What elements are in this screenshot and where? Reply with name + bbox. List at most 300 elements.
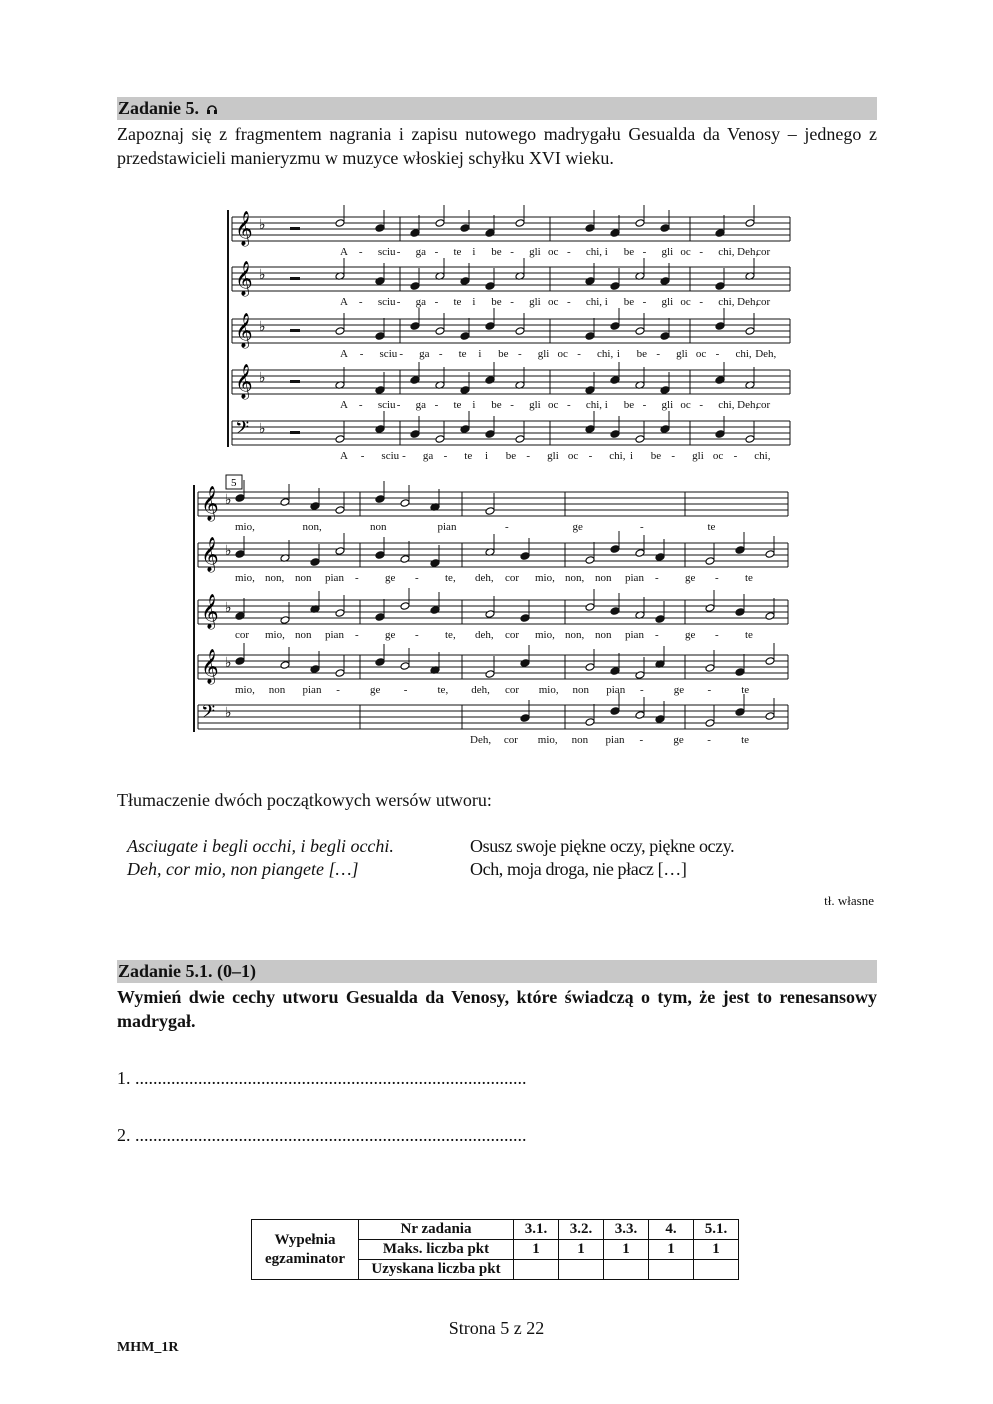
lyric-syllable: non,: [565, 629, 585, 641]
lyric-syllable: -: [438, 348, 443, 360]
lyric-syllable: be: [623, 246, 635, 258]
note-head: [485, 376, 495, 385]
lyric-syllable: oc: [548, 296, 559, 308]
note-head: [375, 658, 385, 667]
lyric-syllable: non: [295, 629, 312, 641]
lyric-syllable: gli: [529, 296, 541, 308]
bass-clef: 𝄢: [235, 418, 250, 443]
note-head: [335, 219, 345, 228]
lyric-syllable: -: [358, 296, 363, 308]
lyric-syllable: gli: [547, 450, 559, 462]
lyric-syllable: i: [472, 399, 476, 411]
note-head: [310, 665, 320, 674]
rest: [290, 329, 300, 332]
lyric-syllable: te: [464, 450, 473, 462]
note-head: [765, 712, 775, 721]
note-head: [715, 322, 725, 331]
note-head: [400, 555, 410, 564]
lyric-syllable: -: [434, 296, 439, 308]
note-head: [280, 661, 290, 670]
lyric-syllable: Deh,: [755, 348, 777, 360]
rest: [290, 227, 300, 230]
lyric-syllable: -: [358, 246, 363, 258]
bass-clef: 𝄢: [201, 702, 216, 727]
treble-clef: 𝄞: [201, 594, 219, 629]
lyric-syllable: be: [498, 348, 509, 360]
note-head: [705, 604, 715, 613]
note-head: [375, 425, 385, 434]
lyric-syllable: ge: [673, 684, 685, 696]
musical-score: [190, 200, 810, 750]
note-head: [635, 219, 645, 228]
lyric-syllable: be: [636, 348, 647, 360]
note-head: [585, 718, 595, 727]
treble-clef: 𝄞: [201, 486, 219, 521]
lyric-syllable: non: [268, 684, 286, 696]
note-head: [765, 612, 775, 621]
note-head: [585, 425, 595, 434]
note-head: [410, 282, 420, 291]
lyric-syllable: i: [604, 246, 608, 258]
lyric-syllable: i: [604, 399, 608, 411]
note-head: [660, 425, 670, 434]
intro-text: Zapoznaj się z fragmentem nagrania i zapisu nutowego madrygału Gesualda da Venosy – jednego z przedstawicieli manieryzmu w muzyce włoskiej schyłku XVI wieku.: [117, 124, 877, 168]
note-head: [280, 616, 290, 625]
lyric-syllable: te: [453, 246, 462, 258]
lyric-syllable: te: [453, 399, 462, 411]
lyric-syllable: non: [370, 521, 387, 533]
lyric-syllable: mio,: [535, 572, 555, 584]
flat-sign: ♭: [259, 370, 266, 386]
note-head: [745, 435, 755, 444]
lyric-syllable: i: [616, 348, 620, 360]
note-head: [735, 708, 745, 717]
lyric-syllable: -: [510, 296, 514, 308]
note-head: [435, 435, 445, 444]
translation-heading: Tłumaczenie dwóch początkowych wersów utworu:: [117, 790, 492, 810]
lyric-syllable: gli: [661, 296, 674, 308]
lyric-syllable: i: [472, 246, 476, 258]
lyric-syllable: sciu: [379, 348, 398, 360]
note-head: [655, 615, 665, 624]
note-head: [335, 547, 345, 556]
measure-number: 5: [231, 477, 237, 489]
headphones-icon: [206, 103, 218, 115]
note-head: [485, 322, 495, 331]
row-label-obtained-points: Uzyskana liczba pkt: [359, 1260, 514, 1280]
note-head: [485, 507, 495, 516]
lyric-syllable: te: [741, 734, 750, 746]
note-head: [585, 224, 595, 233]
lyric-syllable: -: [359, 348, 364, 360]
examiner-label: Wypełnia egzaminator: [252, 1220, 359, 1280]
lyric-syllable: gli: [529, 246, 541, 258]
lyric-syllable: -: [642, 399, 647, 411]
note-head: [375, 386, 385, 395]
note-head: [375, 551, 385, 560]
max-points-cell: 1: [604, 1240, 649, 1260]
note-head: [515, 327, 525, 336]
lyric-syllable: -: [699, 246, 704, 258]
note-head: [280, 498, 290, 507]
note-head: [585, 386, 595, 395]
note-head: [610, 430, 620, 439]
note-head: [335, 327, 345, 336]
lyric-syllable: oc: [567, 450, 579, 462]
treble-clef: 𝄞: [201, 537, 219, 572]
note-head: [335, 435, 345, 444]
lyric-syllable: non,: [302, 521, 322, 533]
lyric-syllable: -: [671, 450, 676, 462]
note-head: [735, 668, 745, 677]
note-head: [400, 662, 410, 671]
lyric-syllable: -: [699, 296, 704, 308]
rest: [290, 277, 300, 280]
lyric-syllable: non,: [265, 572, 285, 584]
lyric-syllable: -: [510, 399, 514, 411]
row-label-max-points: Maks. liczba pkt: [359, 1240, 514, 1260]
lyric-syllable: non: [572, 684, 589, 696]
note-head: [400, 602, 410, 611]
lyric-syllable: te: [458, 348, 467, 360]
max-points-cell: 1: [559, 1240, 604, 1260]
lyric-syllable: -: [396, 296, 401, 308]
note-head: [610, 229, 620, 238]
task-header-label: Zadanie 5.: [118, 98, 200, 118]
lyric-syllable: non,: [565, 572, 585, 584]
note-head: [520, 659, 530, 668]
task-number-cell: 5.1.: [694, 1220, 739, 1240]
lyric-syllable: i: [630, 450, 634, 462]
lyric-syllable: gli: [692, 450, 704, 462]
lyric-syllable: cor: [505, 572, 520, 584]
note-head: [400, 499, 410, 508]
flat-sign: ♭: [259, 217, 266, 233]
lyric-syllable: te: [741, 684, 750, 696]
lyric-syllable: A: [340, 296, 348, 308]
lyric-syllable: -: [434, 399, 439, 411]
lyric-syllable: te: [707, 521, 716, 533]
obtained-points-cell[interactable]: [514, 1260, 559, 1280]
lyric-syllable: mio,: [535, 629, 555, 641]
note-head: [235, 612, 245, 621]
lyric-syllable: non: [571, 734, 589, 746]
row-label-task-number: Nr zadania: [359, 1220, 514, 1240]
lyric-syllable: non: [595, 629, 612, 641]
note-head: [635, 435, 645, 444]
note-head: [335, 669, 345, 678]
subtask-question: Wymień dwie cechy utworu Gesualda da Venosy, które świadczą o tym, że jest to renesansowy madrygał.: [117, 987, 877, 1031]
lyric-syllable: -: [715, 572, 719, 584]
lyric-syllable: -: [639, 734, 644, 746]
note-head: [485, 610, 495, 619]
lyric-syllable: pian: [325, 629, 344, 641]
note-head: [485, 229, 495, 238]
note-head: [635, 327, 645, 336]
note-head: [610, 322, 620, 331]
translation-pl-line1: Osusz swoje piękne oczy, piękne oczy.: [470, 836, 735, 856]
note-head: [460, 277, 470, 286]
lyric-syllable: ga: [415, 296, 427, 308]
flat-sign: ♭: [259, 319, 266, 335]
lyric-syllable: -: [733, 450, 738, 462]
lyric-syllable: te: [745, 629, 753, 641]
lyric-syllable: i: [478, 348, 482, 360]
note-head: [745, 327, 755, 336]
lyric-syllable: chi,: [609, 450, 626, 462]
lyric-syllable: ge: [385, 629, 396, 641]
lyric-syllable: i: [485, 450, 489, 462]
lyric-syllable: -: [415, 572, 419, 584]
note-head: [375, 224, 385, 233]
note-head: [235, 550, 245, 559]
lyric-syllable: ge: [685, 572, 696, 584]
treble-clef: 𝄞: [235, 211, 253, 246]
flat-sign: ♭: [259, 421, 266, 437]
obtained-points-cell[interactable]: [559, 1260, 604, 1280]
task-number-cell: 3.3.: [604, 1220, 649, 1240]
flat-sign: ♭: [225, 655, 232, 671]
page-number: Strona 5 z 22: [448, 1318, 545, 1338]
note-head: [655, 715, 665, 724]
lyric-syllable: cor: [503, 734, 518, 746]
lyric-syllable: deh,: [475, 572, 494, 584]
note-head: [735, 608, 745, 617]
note-head: [485, 670, 495, 679]
lyric-syllable: mio,: [235, 684, 255, 696]
note-head: [410, 376, 420, 385]
lyric-syllable: -: [517, 348, 522, 360]
lyric-syllable: chi,: [585, 296, 603, 308]
lyric-syllable: gli: [676, 348, 688, 360]
lyric-syllable: non: [295, 572, 312, 584]
lyric-syllable: cor: [505, 684, 520, 696]
lyric-syllable: ga: [422, 450, 434, 462]
note-head: [460, 425, 470, 434]
note-head: [515, 219, 525, 228]
note-head: [705, 557, 715, 566]
lyric-syllable: A: [340, 246, 348, 258]
lyric-syllable: pian: [625, 572, 644, 584]
note-head: [460, 224, 470, 233]
task-number-cell: 3.2.: [559, 1220, 604, 1240]
answer-line-1[interactable]: 1. .......................................................................................: [117, 1068, 527, 1088]
note-head: [310, 502, 320, 511]
note-head: [585, 332, 595, 341]
lyric-syllable: -: [355, 572, 359, 584]
note-head: [715, 229, 725, 238]
note-head: [610, 376, 620, 385]
note-head: [515, 435, 525, 444]
lyric-syllable: pian: [302, 684, 322, 696]
note-head: [660, 386, 670, 395]
note-head: [435, 219, 445, 228]
lyric-syllable: ge: [572, 521, 583, 533]
lyric-syllable: pian: [437, 521, 457, 533]
rest: [290, 431, 300, 434]
note-head: [335, 609, 345, 618]
exam-code: MHM_1R: [117, 1340, 179, 1355]
note-head: [585, 277, 595, 286]
lyric-syllable: mio,: [235, 521, 255, 533]
lyric-syllable: mio,: [537, 734, 558, 746]
lyric-syllable: be: [491, 246, 502, 258]
answer-line-2[interactable]: 2. .......................................................................................: [117, 1125, 527, 1145]
note-head: [660, 224, 670, 233]
lyric-syllable: cor: [756, 296, 771, 308]
note-head: [375, 613, 385, 622]
translation-it-line2: Deh, cor mio, non piangete […]: [127, 859, 359, 879]
lyric-syllable: -: [699, 399, 704, 411]
note-head: [235, 494, 245, 503]
note-head: [485, 282, 495, 291]
lyric-syllable: Deh,: [737, 246, 759, 258]
lyric-syllable: -: [526, 450, 531, 462]
lyric-syllable: oc: [548, 246, 559, 258]
treble-clef: 𝄞: [235, 364, 253, 399]
lyric-syllable: sciu: [377, 399, 396, 411]
lyric-syllable: pian: [625, 629, 644, 641]
obtained-points-cell[interactable]: [604, 1260, 649, 1280]
lyric-syllable: mio,: [538, 684, 559, 696]
lyric-syllable: i: [604, 296, 608, 308]
lyric-syllable: gli: [661, 399, 674, 411]
note-head: [460, 332, 470, 341]
note-head: [715, 282, 725, 291]
note-head: [310, 558, 320, 567]
lyric-syllable: pian: [606, 684, 626, 696]
lyric-syllable: -: [434, 246, 439, 258]
flat-sign: ♭: [259, 267, 266, 283]
note-head: [610, 545, 620, 554]
lyric-syllable: be: [623, 399, 635, 411]
lyric-syllable: pian: [605, 734, 625, 746]
grade-table: [251, 1219, 739, 1280]
lyric-syllable: -: [399, 348, 403, 360]
lyric-syllable: chi,: [718, 246, 735, 258]
task-number-cell: 4.: [649, 1220, 694, 1240]
lyric-syllable: A: [340, 399, 348, 411]
lyric-syllable: ge: [673, 734, 684, 746]
note-head: [655, 553, 665, 562]
lyric-syllable: -: [588, 450, 593, 462]
note-head: [610, 707, 620, 716]
lyric-syllable: -: [402, 450, 406, 462]
lyric-syllable: -: [355, 629, 359, 641]
lyric-syllable: -: [505, 521, 509, 533]
lyric-syllable: -: [707, 734, 711, 746]
lyric-syllable: oc: [695, 348, 707, 360]
rest: [290, 380, 300, 383]
note-head: [410, 322, 420, 331]
lyric-syllable: oc: [680, 296, 691, 308]
lyric-syllable: -: [640, 684, 644, 696]
lyric-syllable: te,: [445, 629, 456, 641]
lyric-syllable: -: [655, 572, 659, 584]
max-points-cell: 1: [694, 1240, 739, 1260]
note-head: [435, 327, 445, 336]
note-head: [375, 277, 385, 286]
translation-pl-line2: Och, moja droga, nie płacz […]: [470, 859, 687, 879]
lyric-syllable: te,: [437, 684, 449, 696]
note-head: [375, 332, 385, 341]
note-head: [585, 663, 595, 672]
lyric-syllable: -: [640, 521, 644, 533]
lyric-syllable: gli: [537, 348, 550, 360]
lyric-syllable: chi,: [718, 296, 735, 308]
lyric-syllable: mio,: [235, 572, 255, 584]
lyric-syllable: gli: [529, 399, 541, 411]
lyric-syllable: -: [566, 246, 571, 258]
lyric-syllable: -: [510, 246, 514, 258]
lyric-syllable: chi,: [735, 348, 752, 360]
note-head: [585, 556, 595, 565]
lyric-syllable: be: [623, 296, 635, 308]
max-points-cell: 1: [649, 1240, 694, 1260]
lyric-syllable: -: [707, 684, 712, 696]
lyric-syllable: A: [340, 450, 348, 462]
obtained-points-cell[interactable]: [694, 1260, 739, 1280]
lyric-syllable: sciu: [381, 450, 400, 462]
lyric-syllable: ga: [419, 348, 430, 360]
flat-sign: ♭: [225, 705, 232, 721]
max-points-cell: 1: [514, 1240, 559, 1260]
note-head: [235, 657, 245, 666]
lyric-syllable: -: [358, 399, 363, 411]
lyric-syllable: te: [453, 296, 462, 308]
note-head: [660, 332, 670, 341]
task-number-cell: 3.1.: [514, 1220, 559, 1240]
lyric-syllable: A: [340, 348, 348, 360]
lyric-syllable: Deh,: [737, 399, 759, 411]
lyric-syllable: -: [415, 629, 419, 641]
note-head: [430, 559, 440, 568]
lyric-syllable: -: [655, 629, 659, 641]
note-head: [585, 603, 595, 612]
lyric-syllable: ge: [385, 572, 396, 584]
flat-sign: ♭: [225, 543, 232, 559]
note-head: [635, 711, 645, 720]
lyric-syllable: -: [656, 348, 661, 360]
note-head: [705, 719, 715, 728]
lyric-syllable: be: [505, 450, 517, 462]
note-head: [410, 430, 420, 439]
lyric-syllable: ga: [415, 399, 427, 411]
lyric-syllable: non: [595, 572, 612, 584]
lyric-syllable: cor: [235, 629, 250, 641]
lyric-syllable: deh,: [471, 684, 490, 696]
treble-clef: 𝄞: [201, 649, 219, 684]
lyric-syllable: -: [403, 684, 408, 696]
lyric-syllable: i: [472, 296, 476, 308]
translation-credit: tł. własne: [824, 893, 874, 908]
lyric-syllable: -: [715, 348, 720, 360]
flat-sign: ♭: [225, 600, 232, 616]
lyric-syllable: cor: [756, 399, 771, 411]
note-head: [520, 714, 530, 723]
note-head: [745, 219, 755, 228]
lyric-syllable: ge: [370, 684, 381, 696]
lyric-syllable: sciu: [377, 296, 396, 308]
lyric-syllable: ga: [415, 246, 427, 258]
note-head: [430, 606, 440, 615]
translation-it-line1: Asciugate i begli occhi, i begli occhi.: [127, 836, 394, 856]
note-head: [335, 506, 345, 515]
lyric-syllable: -: [396, 399, 401, 411]
lyric-syllable: cor: [756, 246, 771, 258]
lyric-syllable: Deh,: [737, 296, 759, 308]
obtained-points-cell[interactable]: [649, 1260, 694, 1280]
